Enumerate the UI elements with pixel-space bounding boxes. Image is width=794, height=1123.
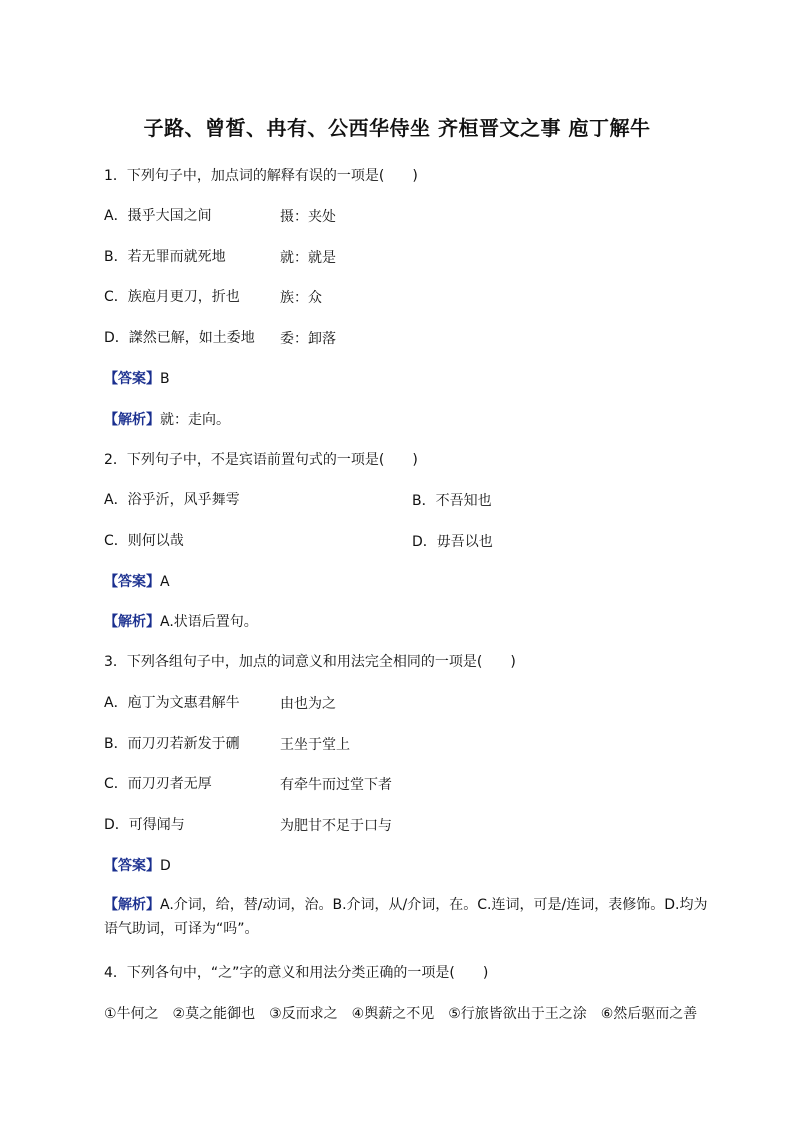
- q1-analysis: [104, 410, 230, 430]
- question-1-stem: 1．下列句子中，加点词的解释有误的一项是( ): [104, 168, 418, 184]
- q2-analysis-text: A.状语后置句。: [160, 614, 258, 630]
- q3-option-b-pair: 王坐于堂上: [280, 737, 350, 753]
- q2-answer: [104, 572, 170, 592]
- answer-tag: 【答案】: [104, 858, 160, 874]
- q1-option-c: [104, 287, 240, 307]
- q1-answer-value: B: [160, 371, 170, 387]
- analysis-tag: 【解析】: [104, 897, 160, 913]
- analysis-tag: 【解析】: [104, 614, 160, 630]
- q3-option-c: C．而刀刃者无厚: [104, 776, 212, 792]
- q1-option-d-text: D．謋然已解，如土委地: [104, 330, 255, 346]
- q3-option-c-pair: 有牵牛而过堂下者: [280, 777, 392, 793]
- answer-tag: 【答案】: [104, 371, 160, 387]
- q1-option-b-gloss: 就：就是: [280, 250, 336, 266]
- q3-option-a-pair: 由也为之: [280, 696, 336, 712]
- q2-option-c: C．则何以哉: [104, 533, 184, 549]
- q2-answer-value: A: [160, 574, 170, 590]
- q1-analysis-text: 就：走向。: [160, 412, 230, 428]
- q3-answer-value: D: [160, 858, 171, 874]
- q2-option-b: B．不吾知也: [412, 493, 492, 509]
- q3-answer: [104, 856, 171, 876]
- question-3-stem: 3．下列各组句子中，加点的词意义和用法完全相同的一项是( ): [104, 654, 516, 670]
- q2-option-d: D．毋吾以也: [412, 534, 493, 550]
- q1-option-a-gloss: 摄：夹处: [280, 209, 336, 225]
- q1-option-c-gloss: 族：众: [280, 290, 322, 306]
- q4-items: ①牛何之 ②莫之能御也 ③反而求之 ④舆薪之不见 ⑤行旅皆欲出于王之涂 ⑥然后驱而之善: [104, 1006, 698, 1022]
- question-4-stem: 4．下列各句中，“之”字的意义和用法分类正确的一项是( ): [104, 965, 489, 981]
- q2-option-a: A．浴乎沂，风乎舞雩: [104, 492, 240, 508]
- page-title: 子路、曾皙、冉有、公西华侍坐 齐桓晋文之事 庖丁解牛: [143, 116, 651, 140]
- q1-answer: [104, 369, 170, 389]
- q1-option-b: [104, 247, 226, 267]
- analysis-tag: 【解析】: [104, 412, 160, 428]
- q1-option-d: [104, 328, 255, 348]
- q3-analysis-text: A.介词，给，替/动词，治。B.介词，从/介词，在。C.连词，可是/连词，表修饰。D.均为语气助词，可译为“吗”。: [104, 897, 708, 937]
- question-2-stem: 2．下列句子中，不是宾语前置句式的一项是( ): [104, 452, 418, 468]
- q1-option-c-text: C．族庖月更刀，折也: [104, 289, 240, 305]
- q3-analysis: [104, 893, 716, 941]
- q3-option-d: D．可得闻与: [104, 817, 185, 833]
- q1-option-d-gloss: 委：卸落: [280, 331, 336, 347]
- q3-option-d-pair: 为肥甘不足于口与: [280, 818, 392, 834]
- q1-option-a: [104, 206, 212, 226]
- q3-option-a: A．庖丁为文惠君解牛: [104, 695, 240, 711]
- answer-tag: 【答案】: [104, 574, 160, 590]
- q2-analysis: [104, 612, 258, 632]
- q1-option-a-text: A．摄乎大国之间: [104, 208, 212, 224]
- q1-option-b-text: B．若无罪而就死地: [104, 249, 226, 265]
- q3-option-b: B．而刀刃若新发于硎: [104, 736, 240, 752]
